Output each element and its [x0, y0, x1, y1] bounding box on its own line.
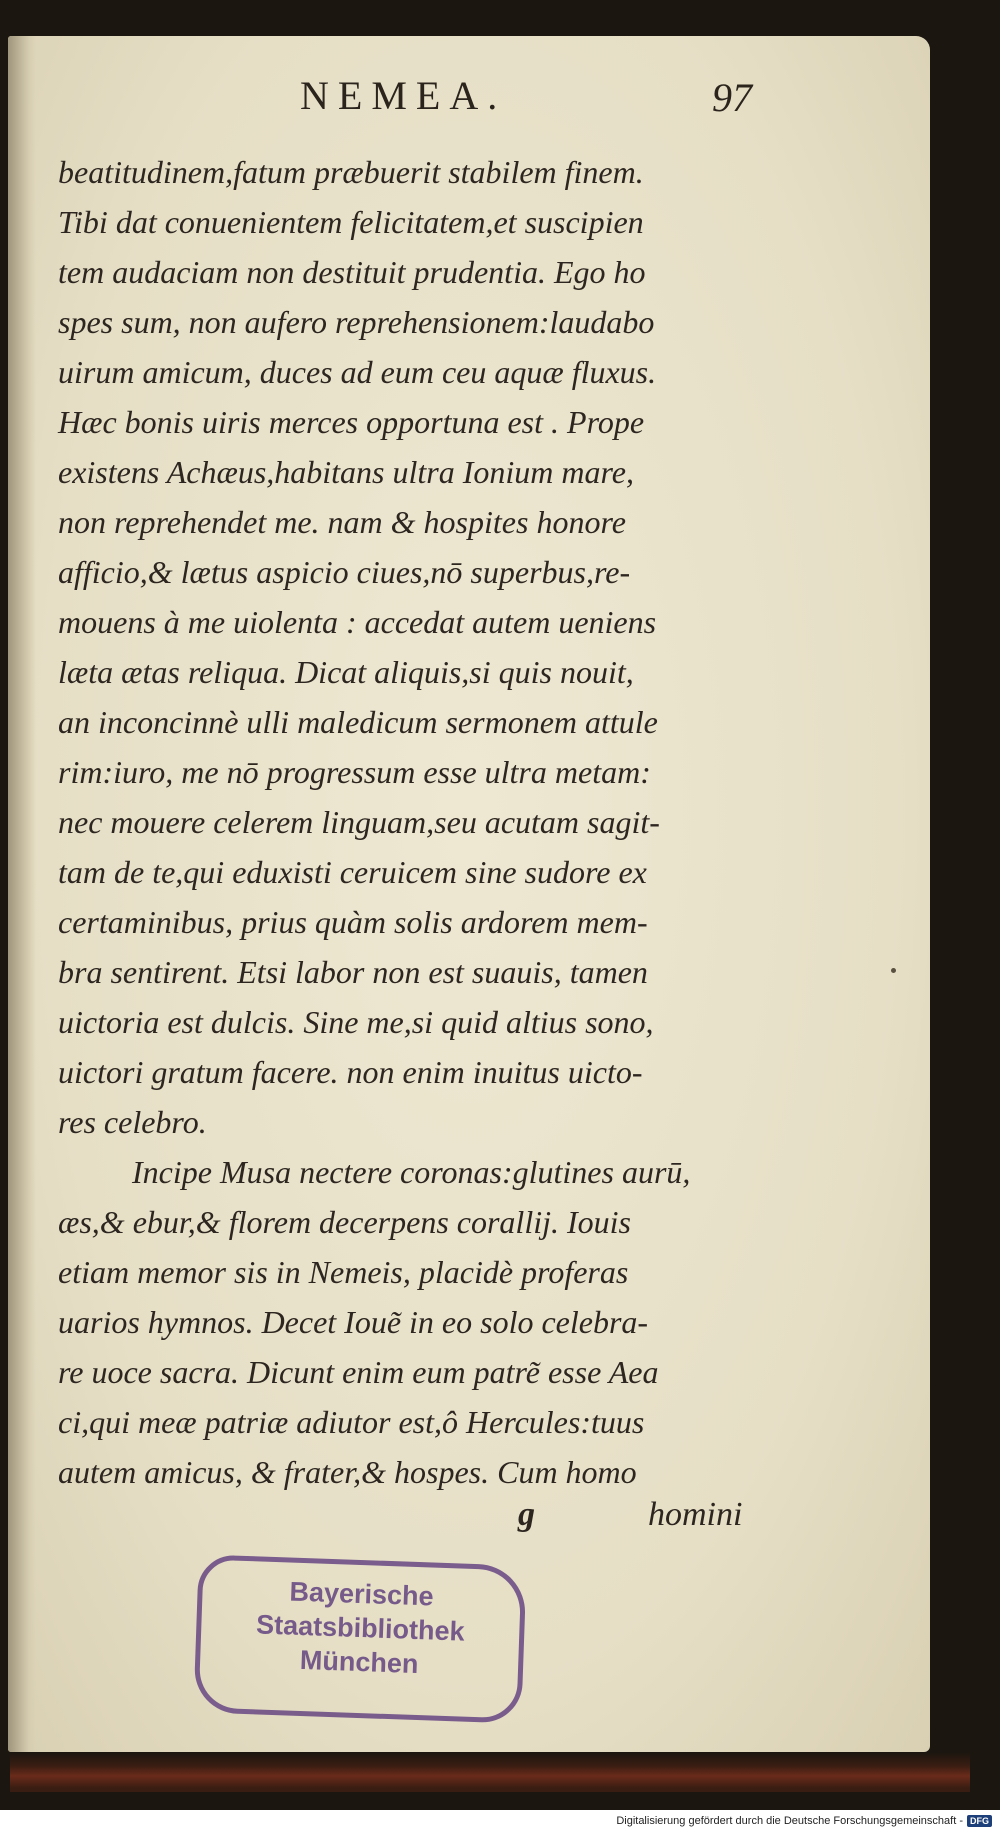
stamp-line: München [299, 1644, 419, 1680]
credit-text: Digitalisierung gefördert durch die Deutsche Forschungsgemeinschaft - [616, 1815, 963, 1827]
text-line: beatitudinem,fatum præbuerit stabilem finem. [58, 154, 644, 190]
text-line: etiam memor sis in Nemeis, placidè proferas [58, 1254, 629, 1290]
text-line: uictori gratum facere. non enim inuitus uicto- [58, 1054, 643, 1090]
stamp-line: Bayerische [289, 1576, 435, 1612]
dfg-logo-icon: DFG [967, 1815, 992, 1827]
text-line: nec mouere celerem linguam,seu acutam sagit- [58, 804, 660, 840]
text-line: Tibi dat conuenientem felicitatem,et suscipien [58, 204, 644, 240]
text-line: bra sentirent. Etsi labor non est suauis, tamen [58, 954, 648, 990]
text-line: rim:iuro, me nō progressum esse ultra metam: [58, 754, 651, 790]
text-line-paragraph-start: Incipe Musa nectere coronas:glutines aurū, [132, 1154, 691, 1190]
text-line: læta ætas reliqua. Dicat aliquis,si quis nouit, [58, 654, 634, 690]
page-gutter-shadow [8, 36, 36, 1752]
catchword: homini [648, 1496, 743, 1533]
text-line: uarios hymnos. Decet Ioue͂ in eo solo celebra- [58, 1304, 649, 1340]
text-line: res celebro. [58, 1104, 207, 1140]
text-line: spes sum, non aufero reprehensionem:laudabo [58, 304, 655, 340]
text-line: uictoria est dulcis. Sine me,si quid altius sono, [58, 1004, 654, 1040]
digitization-credit [616, 1815, 992, 1827]
text-line: ci,qui meæ patriæ adiutor est,ô Hercules:tuus [58, 1404, 645, 1440]
text-line: non reprehendet me. nam & hospites honore [58, 504, 626, 540]
signature-mark: g [518, 1496, 535, 1533]
text-line: tem audaciam non destituit prudentia. Ego ho [58, 254, 646, 290]
text-line: autem amicus, & frater,& hospes. Cum homo [58, 1454, 637, 1490]
text-line: afficio,& lætus aspicio ciues,nō superbus,re- [58, 554, 631, 590]
text-line: an inconcinnè ulli maledicum sermonem attule [58, 704, 658, 740]
text-line: existens Achæus,habitans ultra Ionium mare, [58, 454, 634, 490]
book-bottom-edge [10, 1752, 970, 1792]
page-number: 97 [712, 75, 752, 120]
body-text [58, 147, 758, 1497]
library-stamp [193, 1554, 526, 1723]
running-header: NEMEA. [300, 73, 507, 118]
text-line: certaminibus, prius quàm solis ardorem mem- [58, 904, 648, 940]
text-line: æs,& ebur,& florem decerpens corallij. Iouis [58, 1204, 631, 1240]
paper-speck [891, 968, 896, 973]
text-line: tam de te,qui eduxisti ceruicem sine sudore ex [58, 854, 647, 890]
text-line: Hæc bonis uiris merces opportuna est . Prope [58, 404, 645, 440]
text-line: re uoce sacra. Dicunt enim eum patre͂ esse Aea [58, 1354, 659, 1390]
stamp-line: Staatsbibliothek [255, 1609, 466, 1647]
text-line: uirum amicum, duces ad eum ceu aquæ fluxus. [58, 354, 657, 390]
text-line: mouens à me uiolenta : accedat autem ueniens [58, 604, 657, 640]
